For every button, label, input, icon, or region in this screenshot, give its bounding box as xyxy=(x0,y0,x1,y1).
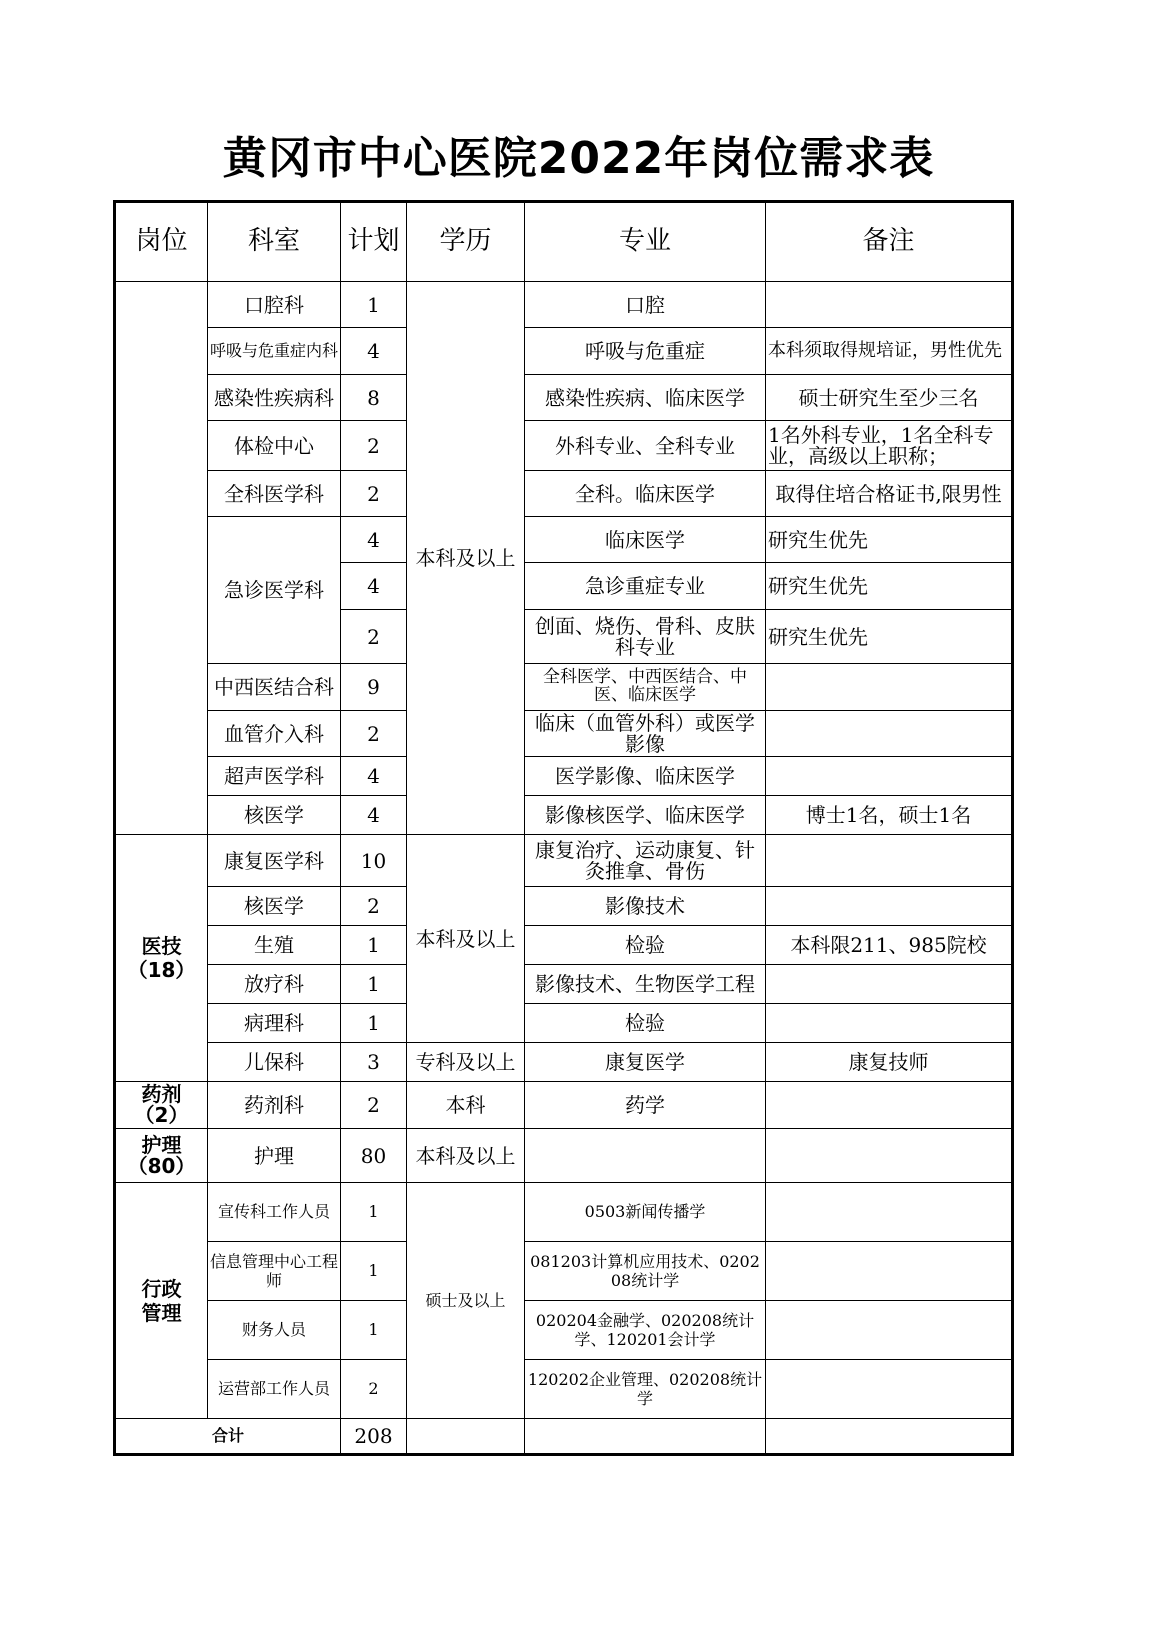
plan-cell: 9 xyxy=(341,664,407,711)
major-cell: 检验 xyxy=(525,1004,766,1043)
plan-cell: 1 xyxy=(341,1183,407,1242)
note-cell xyxy=(766,1082,1013,1129)
table-row xyxy=(115,1183,1013,1242)
total-label: 合计 xyxy=(115,1419,341,1455)
note-cell xyxy=(766,1360,1013,1419)
plan-cell: 4 xyxy=(341,757,407,796)
major-cell: 全科。临床医学 xyxy=(525,471,766,517)
table-row xyxy=(115,1129,1013,1183)
major-cell: 检验 xyxy=(525,926,766,965)
education-cell: 本科 xyxy=(407,1082,525,1129)
dept-cell: 血管介入科 xyxy=(208,711,341,757)
dept-cell: 运营部工作人员 xyxy=(208,1360,341,1419)
dept-cell: 放疗科 xyxy=(208,965,341,1004)
dept-cell: 儿保科 xyxy=(208,1043,341,1082)
note-cell xyxy=(766,664,1013,711)
dept-cell: 宣传科工作人员 xyxy=(208,1183,341,1242)
table-row xyxy=(115,757,1013,796)
plan-cell: 2 xyxy=(341,1082,407,1129)
major-cell: 临床（血管外科）或医学影像 xyxy=(525,711,766,757)
education-cell: 本科及以上 xyxy=(407,835,525,1043)
major-cell: 020204金融学、020208统计学、120201会计学 xyxy=(525,1301,766,1360)
total-row xyxy=(115,1419,1013,1455)
table-row xyxy=(115,1004,1013,1043)
total-empty-cell xyxy=(766,1419,1013,1455)
category-pharmacy: 药剂 （2） xyxy=(115,1082,208,1129)
dept-cell: 中西医结合科 xyxy=(208,664,341,711)
table-row xyxy=(115,796,1013,835)
table-row xyxy=(115,887,1013,926)
education-cell: 本科及以上 xyxy=(407,1129,525,1183)
plan-cell: 1 xyxy=(341,1004,407,1043)
table-row xyxy=(115,328,1013,375)
dept-cell: 药剂科 xyxy=(208,1082,341,1129)
dept-cell: 超声医学科 xyxy=(208,757,341,796)
major-cell: 影像核医学、临床医学 xyxy=(525,796,766,835)
table-row xyxy=(115,664,1013,711)
plan-cell: 1 xyxy=(341,282,407,328)
page-title: 黄冈市中心医院2022年岗位需求表 xyxy=(222,133,935,184)
table-row xyxy=(115,282,1013,328)
header-plan: 计划 xyxy=(341,202,407,282)
plan-cell: 1 xyxy=(341,1301,407,1360)
table-row xyxy=(115,1242,1013,1301)
dept-cell: 感染性疾病科 xyxy=(208,375,341,421)
note-cell: 硕士研究生至少三名 xyxy=(766,375,1013,421)
note-cell xyxy=(766,1004,1013,1043)
note-cell xyxy=(766,965,1013,1004)
note-cell xyxy=(766,835,1013,887)
plan-cell: 2 xyxy=(341,421,407,471)
note-cell xyxy=(766,282,1013,328)
table-row xyxy=(115,517,1013,563)
major-cell: 医学影像、临床医学 xyxy=(525,757,766,796)
plan-cell: 10 xyxy=(341,835,407,887)
position-demand-table xyxy=(113,200,1014,1456)
note-cell: 取得住培合格证书,限男性 xyxy=(766,471,1013,517)
plan-cell: 8 xyxy=(341,375,407,421)
note-cell: 研究生优先 xyxy=(766,563,1013,610)
dept-cell: 体检中心 xyxy=(208,421,341,471)
header-position: 岗位 xyxy=(115,202,208,282)
dept-cell: 康复医学科 xyxy=(208,835,341,887)
plan-cell: 2 xyxy=(341,610,407,664)
note-cell: 博士1名，硕士1名 xyxy=(766,796,1013,835)
major-cell: 0503新闻传播学 xyxy=(525,1183,766,1242)
dept-cell: 口腔科 xyxy=(208,282,341,328)
major-cell: 感染性疾病、临床医学 xyxy=(525,375,766,421)
note-cell xyxy=(766,1129,1013,1183)
table-row xyxy=(115,835,1013,887)
note-cell: 康复技师 xyxy=(766,1043,1013,1082)
table-row xyxy=(115,375,1013,421)
total-value: 208 xyxy=(341,1419,407,1455)
note-cell xyxy=(766,1183,1013,1242)
plan-cell: 4 xyxy=(341,796,407,835)
note-cell xyxy=(766,887,1013,926)
major-cell: 康复医学 xyxy=(525,1043,766,1082)
header-department: 科室 xyxy=(208,202,341,282)
major-cell: 影像技术 xyxy=(525,887,766,926)
major-cell: 全科医学、中西医结合、中医、临床医学 xyxy=(525,664,766,711)
table-row xyxy=(115,471,1013,517)
total-empty-cell xyxy=(407,1419,525,1455)
note-cell xyxy=(766,757,1013,796)
major-cell: 临床医学 xyxy=(525,517,766,563)
total-empty-cell xyxy=(525,1419,766,1455)
plan-cell: 3 xyxy=(341,1043,407,1082)
major-cell: 081203计算机应用技术、020208统计学 xyxy=(525,1242,766,1301)
dept-cell: 病理科 xyxy=(208,1004,341,1043)
major-cell: 影像技术、生物医学工程 xyxy=(525,965,766,1004)
education-cell: 硕士及以上 xyxy=(407,1183,525,1419)
plan-cell: 2 xyxy=(341,471,407,517)
table-row xyxy=(115,1301,1013,1360)
note-cell: 本科限211、985院校 xyxy=(766,926,1013,965)
table-row xyxy=(115,711,1013,757)
major-cell: 外科专业、全科专业 xyxy=(525,421,766,471)
major-cell: 120202企业管理、020208统计学 xyxy=(525,1360,766,1419)
dept-cell: 呼吸与危重症内科 xyxy=(208,328,341,375)
dept-cell: 信息管理中心工程师 xyxy=(208,1242,341,1301)
note-cell xyxy=(766,1301,1013,1360)
major-cell: 呼吸与危重症 xyxy=(525,328,766,375)
plan-cell: 1 xyxy=(341,1242,407,1301)
dept-cell: 护理 xyxy=(208,1129,341,1183)
dept-cell: 全科医学科 xyxy=(208,471,341,517)
header-note: 备注 xyxy=(766,202,1013,282)
table-row xyxy=(115,1082,1013,1129)
category-medical-tech: 医技 （18） xyxy=(115,835,208,1082)
dept-cell: 核医学 xyxy=(208,796,341,835)
plan-cell: 2 xyxy=(341,1360,407,1419)
note-cell: 1名外科专业，1名全科专业，高级以上职称； xyxy=(766,421,1013,471)
note-cell xyxy=(766,711,1013,757)
plan-cell: 1 xyxy=(341,965,407,1004)
table-row xyxy=(115,1360,1013,1419)
dept-cell: 生殖 xyxy=(208,926,341,965)
table-row xyxy=(115,926,1013,965)
note-cell: 本科须取得规培证，男性优先 xyxy=(766,328,1013,375)
plan-cell: 2 xyxy=(341,711,407,757)
note-cell xyxy=(766,1242,1013,1301)
category-administration: 行政 管理 xyxy=(115,1183,208,1419)
major-cell: 药学 xyxy=(525,1082,766,1129)
plan-cell: 80 xyxy=(341,1129,407,1183)
dept-cell: 急诊医学科 xyxy=(208,517,341,664)
plan-cell: 4 xyxy=(341,328,407,375)
table-row xyxy=(115,1043,1013,1082)
major-cell: 口腔 xyxy=(525,282,766,328)
table-row xyxy=(115,965,1013,1004)
major-cell: 创面、烧伤、骨科、皮肤科专业 xyxy=(525,610,766,664)
education-cell: 专科及以上 xyxy=(407,1043,525,1082)
category-nursing: 护理 （80） xyxy=(115,1129,208,1183)
table-row xyxy=(115,421,1013,471)
plan-cell: 1 xyxy=(341,926,407,965)
major-cell: 急诊重症专业 xyxy=(525,563,766,610)
note-cell: 研究生优先 xyxy=(766,610,1013,664)
major-cell: 康复治疗、运动康复、针灸推拿、骨伤 xyxy=(525,835,766,887)
header-education: 学历 xyxy=(407,202,525,282)
education-cell: 本科及以上 xyxy=(407,282,525,835)
major-cell xyxy=(525,1129,766,1183)
table-header-row xyxy=(115,202,1013,282)
header-major: 专业 xyxy=(525,202,766,282)
plan-cell: 2 xyxy=(341,887,407,926)
category-cell-clinical xyxy=(115,282,208,835)
dept-cell: 核医学 xyxy=(208,887,341,926)
plan-cell: 4 xyxy=(341,563,407,610)
note-cell: 研究生优先 xyxy=(766,517,1013,563)
dept-cell: 财务人员 xyxy=(208,1301,341,1360)
plan-cell: 4 xyxy=(341,517,407,563)
